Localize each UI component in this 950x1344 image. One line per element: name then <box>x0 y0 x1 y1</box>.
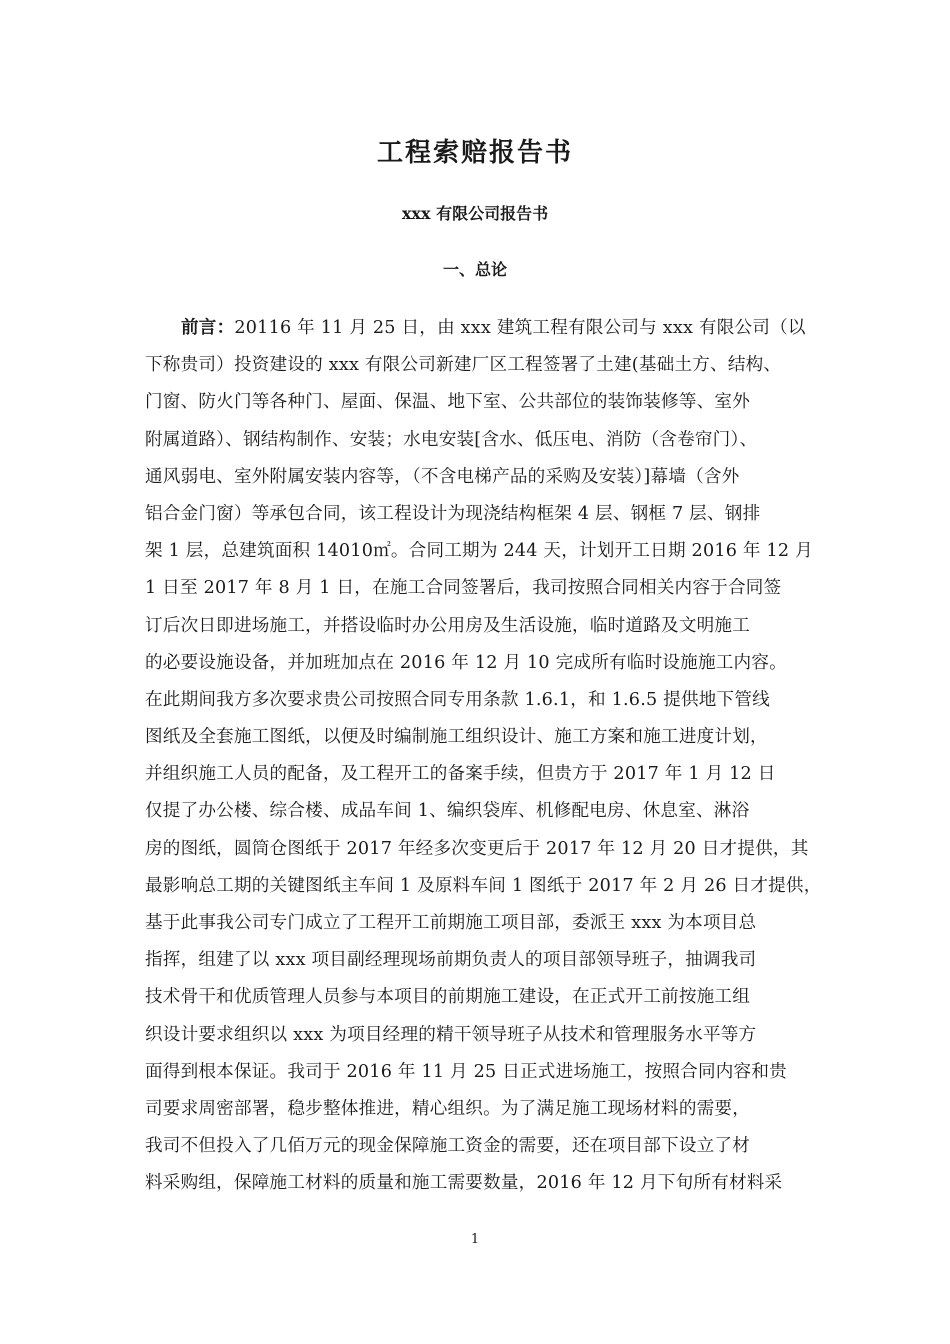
paragraph-line: 司要求周密部署，稳步整体推进，精心组织。为了满足施工现场材料的需要， <box>145 1098 750 1119</box>
paragraph-line: 架 1 层，总建筑面积 14010㎡。合同工期为 244 天，计划开工日期 2016 年 12 月 <box>145 541 813 562</box>
paragraph-line: 图纸及全套施工图纸，以便及时编制施工组织设计、施工方案和施工进度计划， <box>145 727 768 748</box>
paragraph-line: 基于此事我公司专门成立了工程开工前期施工项目部，委派王 xxx 为本项目总 <box>145 913 757 933</box>
section-heading: 一、总论 <box>442 260 507 279</box>
line-text: 20116 年 11 月 25 日，由 xxx 建筑工程有限公司与 xxx 有限公司（以 <box>234 318 806 338</box>
body-text <box>145 316 825 1209</box>
document-subtitle: xxx 有限公司报告书 <box>401 204 549 223</box>
paragraph-line: 料采购组，保障施工材料的质量和施工需要数量，2016 年 12 月下旬所有材料采 <box>145 1173 783 1194</box>
paragraph-line <box>145 316 825 353</box>
paragraph-line: 织设计要求组织以 xxx 为项目经理的精干领导班子从技术和管理服务水平等方 <box>145 1024 757 1045</box>
paragraph-line: 下称贵司）投资建设的 xxx 有限公司新建厂区工程签署了土建(基础土方、结构、 <box>145 355 782 376</box>
page-number: 1 <box>470 1232 480 1247</box>
paragraph-line: 指挥，组建了以 xxx 项目副经理现场前期负责人的项目部领导班子，抽调我司 <box>145 950 757 971</box>
intro-label: 前言： <box>181 317 235 338</box>
document-title: 工程索赔报告书 <box>376 138 573 168</box>
paragraph-line: 通风弱电、室外附属安装内容等，（不含电梯产品的采购及安装）]幕墙（含外 <box>145 466 740 487</box>
paragraph-line: 技术骨干和优质管理人员参与本项目的前期施工建设，在正式开工前按施工组 <box>145 987 750 1008</box>
paragraph-line: 门窗、防火门等各种门、屋面、保温、地下室、公共部位的装饰装修等、室外 <box>145 392 750 413</box>
paragraph-line: 附属道路）、钢结构制作、安装；水电安装[含水、低压电、消防（含卷帘门）、 <box>145 429 758 450</box>
paragraph-line: 面得到根本保证。我司于 2016 年 11 月 25 日正式进场施工，按照合同内容和贵 <box>145 1061 787 1082</box>
paragraph-line: 订后次日即进场施工，并搭设临时办公用房及生活设施，临时道路及文明施工 <box>145 615 750 636</box>
paragraph-line: 最影响总工期的关键图纸主车间 1 及原料车间 1 图纸于 2017 年 2 月 26 日才提供， <box>145 875 822 896</box>
paragraph-line: 我司不但投入了几佰万元的现金保障施工资金的需要，还在项目部下设立了材 <box>145 1136 750 1157</box>
paragraph-line: 房的图纸，圆筒仓图纸于 2017 年经多次变更后于 2017 年 12 月 20 日才提供，其 <box>145 838 809 859</box>
paragraph-line: 在此期间我方多次要求贵公司按照合同专用条款 1.6.1，和 1.6.5 提供地下管线 <box>145 689 770 710</box>
paragraph-line: 1 日至 2017 年 8 月 1 日，在施工合同签署后，我司按照合同相关内容于合同签 <box>145 578 782 599</box>
paragraph-line: 并组织施工人员的配备，及工程开工的备案手续，但贵方于 2017 年 1 月 12 日 <box>145 764 776 785</box>
paragraph-line: 铝合金门窗）等承包合同，该工程设计为现浇结构框架 4 层、钢框 7 层、钢排 <box>145 503 761 524</box>
paragraph-line: 仅提了办公楼、综合楼、成品车间 1、编织袋库、机修配电房、休息室、淋浴 <box>145 801 750 822</box>
paragraph-line: 的必要设施设备，并加班加点在 2016 年 12 月 10 完成所有临时设施施工内容。 <box>145 652 787 673</box>
